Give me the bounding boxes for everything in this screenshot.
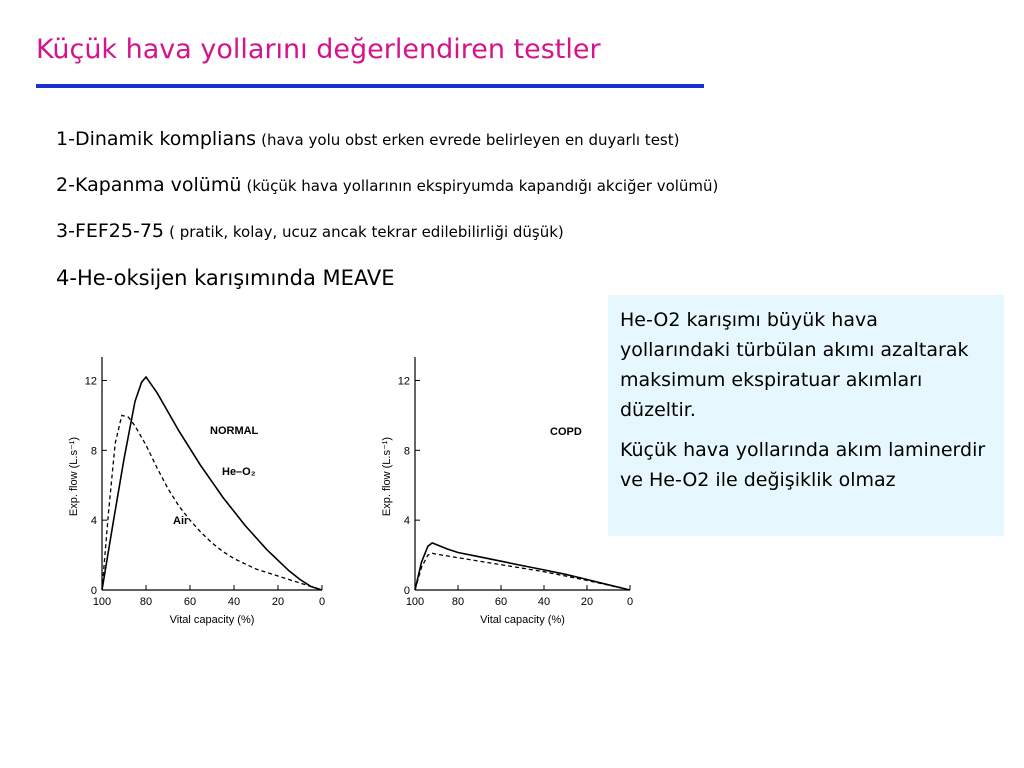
note-paragraph: Küçük hava yollarında akım laminerdir ve He-O2 ile değişiklik olmaz [620, 439, 986, 491]
note-box [608, 295, 1004, 536]
title-underline [36, 84, 704, 88]
y-tick-label: 4 [90, 515, 97, 528]
x-tick-label: 20 [580, 596, 594, 608]
y-tick-label: 0 [90, 585, 97, 597]
item-note-text: ( pratik, kolay, ucuz ancak tekrar edilebilirliği düşük) [169, 223, 564, 241]
list-item [56, 174, 718, 196]
item-main-text: 2-Kapanma volümü [56, 174, 242, 196]
item-note-text: (küçük hava yollarının ekspiryumda kapandığı akciğer volümü) [246, 177, 719, 195]
y-axis-label: Exp. flow (L.s⁻¹) [381, 436, 393, 517]
panel-label: NORMAL [210, 425, 259, 437]
x-tick-label: 0 [318, 596, 326, 608]
series-line-he-o2 [102, 377, 322, 590]
note-paragraph: He-O2 karışımı büyük hava yollarındaki türbülan akımı azaltarak maksimum ekspiratuar akımları düzeltir. [620, 309, 969, 421]
y-tick-label: 12 [84, 375, 97, 388]
slide-title: Küçük hava yollarını değerlendiren testler [36, 34, 601, 65]
x-tick-label: 60 [183, 596, 197, 608]
x-axis-label: Vital capacity (%) [169, 614, 255, 626]
x-tick-label: 100 [92, 596, 112, 608]
x-tick-label: 0 [626, 596, 634, 608]
item-main-text: 3-FEF25-75 [56, 220, 165, 242]
chart-normal [40, 345, 340, 635]
series-line-air [415, 553, 630, 590]
list-item [56, 266, 395, 290]
series-label: Air [173, 515, 189, 527]
x-tick-label: 60 [494, 596, 508, 608]
item-main-text: 1-Dinamik komplians [56, 128, 257, 150]
item-main-text: 4-He-oksijen karışımında MEAVE [56, 266, 395, 290]
y-tick-label: 8 [403, 445, 410, 458]
y-tick-label: 8 [90, 445, 97, 458]
series-label: He–O₂ [222, 466, 256, 478]
panel-label: COPD [550, 426, 582, 438]
list-item [56, 128, 679, 150]
x-tick-label: 80 [139, 596, 153, 608]
chart-copd [355, 345, 640, 635]
y-axis-label: Exp. flow (L.s⁻¹) [68, 436, 80, 517]
x-axis-label: Vital capacity (%) [480, 614, 565, 626]
y-tick-label: 12 [397, 375, 410, 388]
y-tick-label: 0 [403, 585, 410, 597]
list-item [56, 220, 564, 242]
item-note-text: (hava yolu obst erken evrede belirleyen en duyarlı test) [261, 131, 680, 149]
x-tick-label: 20 [271, 596, 285, 608]
series-line-air [102, 415, 322, 590]
x-tick-label: 40 [537, 596, 551, 608]
x-tick-label: 100 [405, 596, 425, 608]
x-tick-label: 40 [227, 596, 241, 608]
x-tick-label: 80 [451, 596, 465, 608]
y-tick-label: 4 [403, 515, 410, 528]
